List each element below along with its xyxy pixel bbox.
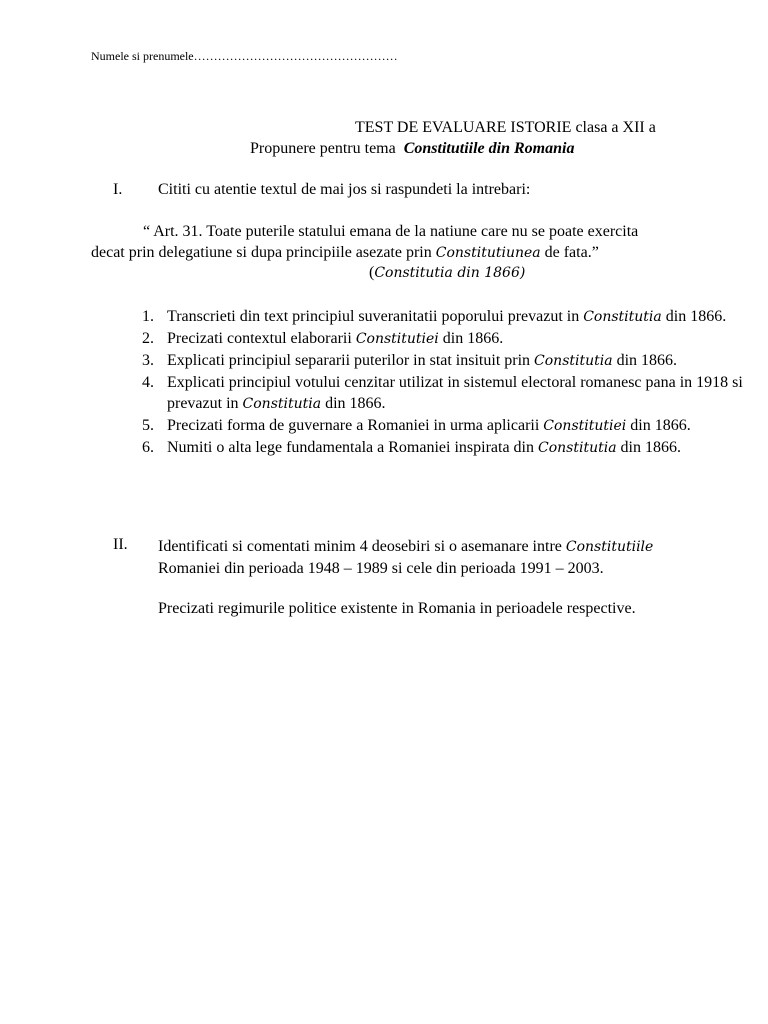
quote-source-text: Constitutia din 1866) xyxy=(374,265,526,281)
question-number: 5. xyxy=(142,417,154,434)
student-name-line: Numele si prenumele…………………………………………… xyxy=(91,49,398,63)
question-italic-term: Constitutiei xyxy=(355,331,439,347)
question-number: 6. xyxy=(142,439,154,456)
quote-italic-term: Constitutiunea xyxy=(435,245,541,261)
question-item xyxy=(142,415,747,437)
question-text-end: din 1866. xyxy=(616,352,678,369)
question-text-end: din 1866. xyxy=(665,308,727,325)
question-item xyxy=(142,350,747,372)
question-text-end: din 1866. xyxy=(620,439,681,456)
test-subtitle xyxy=(250,140,574,158)
section-1-instruction: Cititi cu atentie textul de mai jos si raspundeti la intrebari: xyxy=(158,181,531,198)
question-text: Transcrieti din text principiul suveranitatii poporului prevazut in xyxy=(167,308,580,325)
question-italic-term: Constitutia xyxy=(242,396,322,412)
question-italic-term: Constitutia xyxy=(534,353,613,369)
question-text-end: din 1866. xyxy=(325,395,386,412)
section-2-italic-term: Constitutiile xyxy=(565,539,654,555)
question-text: Explicati principiul votului cenzitar utilizat in sistemul electoral romanesc pana in 1918 si prevazut in xyxy=(167,374,743,412)
section-2-paragraph-1 xyxy=(158,536,653,579)
question-italic-term: Constitutia xyxy=(583,309,662,325)
question-text: Precizati forma de guvernare a Romaniei in urma aplicarii xyxy=(167,417,540,434)
subtitle-topic: Constitutiile din Romania xyxy=(403,140,575,157)
question-item xyxy=(142,372,747,415)
question-item xyxy=(142,328,747,350)
subtitle-prefix: Propunere pentru tema xyxy=(250,140,396,157)
question-italic-term: Constitutia xyxy=(538,440,617,456)
section-1-numeral: I. xyxy=(113,181,123,198)
quote-line-2-end: de fata.” xyxy=(544,244,599,261)
section-2-text: Identificati si comentati minim 4 deosebiri si o asemanare intre xyxy=(158,538,562,555)
quote-source xyxy=(369,264,525,282)
question-item xyxy=(142,437,747,459)
question-list xyxy=(142,306,747,459)
question-text: Explicati principiul separarii puterilor in stat insituit prin xyxy=(167,352,531,369)
question-number: 1. xyxy=(142,308,154,325)
question-text: Precizati contextul elaborarii xyxy=(167,330,352,347)
question-text: Numiti o alta lege fundamentala a Romaniei inspirata din xyxy=(167,439,534,456)
quote-line-2 xyxy=(91,244,599,262)
question-text-end: din 1866. xyxy=(630,417,691,434)
question-number: 3. xyxy=(142,352,154,369)
section-2-text-end: Romaniei din perioada 1948 – 1989 si cele din perioada 1991 – 2003. xyxy=(158,560,604,577)
question-italic-term: Constitutiei xyxy=(543,418,627,434)
quote-source-paren: ( xyxy=(369,264,375,281)
section-2-numeral: II. xyxy=(113,536,128,553)
question-number: 4. xyxy=(142,374,154,391)
quote-line-1: “ Art. 31. Toate puterile statului emana de la natiune care nu se poate exercita xyxy=(143,223,639,240)
question-text-end: din 1866. xyxy=(442,330,504,347)
section-2-paragraph-2: Precizati regimurile politice existente in Romania in perioadele respective. xyxy=(158,600,636,617)
question-number: 2. xyxy=(142,330,154,347)
test-title: TEST DE EVALUARE ISTORIE clasa a XII a xyxy=(355,119,656,136)
question-item xyxy=(142,306,747,328)
quote-line-2-text: decat prin delegatiune si dupa principiile asezate prin xyxy=(91,244,432,261)
